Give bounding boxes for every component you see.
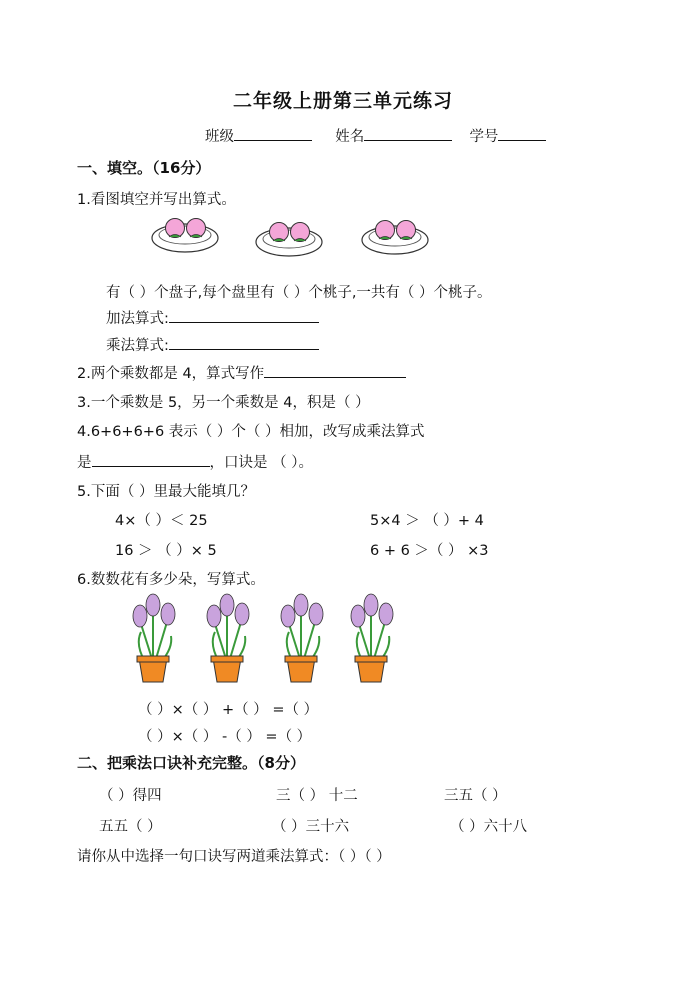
rhyme-1-2: 三（ ） 十二 <box>276 788 358 804</box>
q5-item-4: 6 + 6 ＞（ ） ×3 <box>370 543 489 559</box>
name-blank[interactable] <box>364 126 452 141</box>
q4-blank[interactable] <box>92 452 210 467</box>
q5-item-1: 4×（ ）＜ 25 <box>115 513 208 529</box>
q5-item-2: 5×4 ＞ （ ）+ 4 <box>370 513 484 529</box>
q4-line2 <box>77 451 313 472</box>
number-blank[interactable] <box>498 126 546 141</box>
q2-row <box>77 362 406 383</box>
addition-label: 加法算式: <box>106 311 169 327</box>
name-label: 姓名 <box>335 129 365 145</box>
q1-sentence: 有（ ）个盘子,每个盘里有（ ）个桃子,一共有（ ）个桃子。 <box>106 285 492 301</box>
q3-text: 3.一个乘数是 5，另一个乘数是 4，积是（ ） <box>77 395 370 411</box>
q4-line2-prefix: 是 <box>77 455 92 471</box>
q6-equation-2: （ ）×（ ） -（ ） =（ ） <box>138 729 312 745</box>
peach-plates-illustration <box>150 208 470 268</box>
q1-prompt: 1.看图填空并写出算式。 <box>77 192 236 208</box>
addition-blank[interactable] <box>169 308 319 323</box>
q6-prompt: 6.数数花有多少朵，写算式。 <box>77 572 265 588</box>
q1-addition-row <box>106 307 319 328</box>
q2-blank[interactable] <box>264 363 406 378</box>
number-label: 学号 <box>469 129 499 145</box>
q5-prompt: 5.下面（ ）里最大能填几？ <box>77 484 255 500</box>
q1-multiplication-row <box>106 334 319 355</box>
rhyme-2-2: （ ）三十六 <box>272 819 350 835</box>
rhyme-1-3: 三五（ ） <box>444 788 507 804</box>
student-info-row <box>205 125 546 146</box>
q5-item-3: 16 ＞ （ ）× 5 <box>115 543 217 559</box>
rhyme-2-3: （ ）六十八 <box>450 819 528 835</box>
flower-pots-illustration <box>125 592 415 687</box>
section-2-instruction: 请你从中选择一句口诀写两道乘法算式：（ ）（ ） <box>77 849 391 865</box>
rhyme-1-1: （ ）得四 <box>99 788 162 804</box>
q6-equation-1: （ ）×（ ） +（ ） =（ ） <box>138 702 319 718</box>
q2-text: 2.两个乘数都是 4，算式写作 <box>77 366 265 382</box>
q4-line1: 4.6+6+6+6 表示（ ）个（ ）相加，改写成乘法算式 <box>77 424 425 440</box>
q4-line2-suffix: ，口诀是 （ ）。 <box>209 455 313 471</box>
class-label: 班级 <box>205 129 234 145</box>
multiplication-label: 乘法算式: <box>106 338 169 354</box>
page-title: 二年级上册第三单元练习 <box>233 90 454 112</box>
rhyme-2-1: 五五（ ） <box>99 819 162 835</box>
multiplication-blank[interactable] <box>169 335 319 350</box>
class-blank[interactable] <box>234 126 312 141</box>
section-1-heading: 一、填空。（16分） <box>77 159 211 177</box>
section-2-heading: 二、把乘法口诀补充完整。（8分） <box>77 754 305 772</box>
